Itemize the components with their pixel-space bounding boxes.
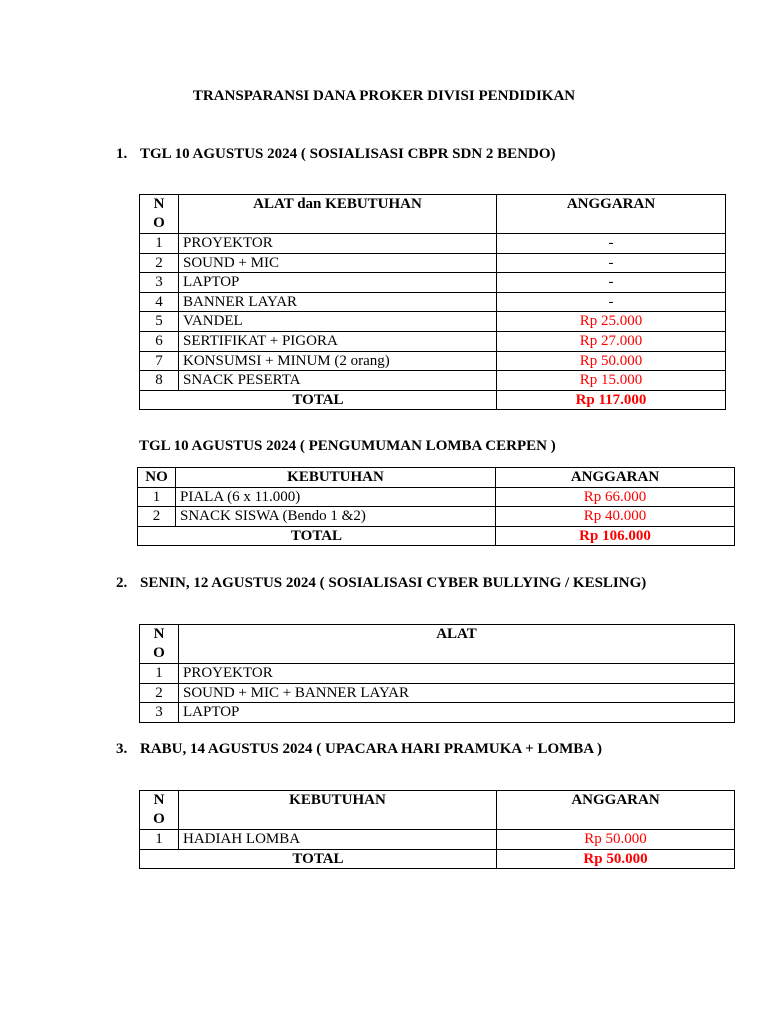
section-1-title: TGL 10 AGUSTUS 2024 ( SOSIALISASI CBPR SDN 2 BENDO) [140,146,556,162]
table-row [140,683,735,703]
table-row [140,312,726,332]
table-row [140,664,735,684]
row-number: 6 [140,331,179,351]
row-number: 7 [140,351,179,371]
section-1-number: 1. [116,146,128,162]
row-number: 8 [140,371,179,391]
no-header [140,625,179,664]
table-header-row [140,195,726,234]
item-header: ALAT dan KEBUTUHAN [179,195,497,234]
total-label: TOTAL [138,526,496,546]
row-amount: Rp 15.000 [497,371,726,391]
table-header-row [138,468,735,488]
table-header-row [140,791,735,830]
no-header-line1: N [153,626,165,642]
row-amount: Rp 66.000 [496,487,735,507]
no-header [140,791,179,830]
section-1b-heading: TGL 10 AGUSTUS 2024 ( PENGUMUMAN LOMBA CERPEN ) [139,438,556,454]
amount-header: ANGGARAN [497,195,726,234]
section-3-table [139,790,735,869]
table-row [140,292,726,312]
table-row [140,234,726,254]
table-row [140,351,726,371]
total-row [138,526,735,546]
no-header-line2: O [153,215,165,231]
row-number: 2 [138,507,176,527]
document-title: TRANSPARANSI DANA PROKER DIVISI PENDIDIKAN [192,88,576,104]
row-item: SERTIFIKAT + PIGORA [179,331,497,351]
row-number: 1 [138,487,176,507]
row-number: 1 [140,830,179,850]
row-number: 2 [140,683,179,703]
item-header: ALAT [179,625,735,664]
section-1-heading [116,146,556,163]
section-3-title: RABU, 14 AGUSTUS 2024 ( UPACARA HARI PRAMUKA + LOMBA ) [140,741,603,757]
row-item: PROYEKTOR [179,664,735,684]
no-header-line1: N [153,792,165,808]
section-2-title: SENIN, 12 AGUSTUS 2024 ( SOSIALISASI CYBER BULLYING / KESLING) [140,575,647,591]
section-2-table [139,624,735,723]
no-header-line1: N [153,196,165,212]
table-row [140,703,735,723]
row-amount: - [497,253,726,273]
row-amount: - [497,273,726,293]
table-row [138,507,735,527]
total-amount: Rp 50.000 [497,849,735,869]
total-amount: Rp 106.000 [496,526,735,546]
row-number: 2 [140,253,179,273]
section-3-number: 3. [116,741,128,757]
table-row [140,273,726,293]
total-label: TOTAL [140,390,497,410]
table-header-row [140,625,735,664]
table-row [140,253,726,273]
table-row [140,331,726,351]
row-item: SOUND + MIC + BANNER LAYAR [179,683,735,703]
row-number: 3 [140,703,179,723]
total-amount: Rp 117.000 [497,390,726,410]
table-row [138,487,735,507]
total-row [140,390,726,410]
row-amount: Rp 50.000 [497,830,735,850]
section-1b-table [137,467,735,546]
row-item: LAPTOP [179,703,735,723]
row-number: 1 [140,664,179,684]
row-amount: Rp 27.000 [497,331,726,351]
row-number: 3 [140,273,179,293]
section-3-heading [116,741,602,758]
section-2-number: 2. [116,575,128,591]
item-header: KEBUTUHAN [176,468,496,488]
row-number: 1 [140,234,179,254]
item-header: KEBUTUHAN [179,791,497,830]
section-2-heading [116,575,646,592]
row-number: 4 [140,292,179,312]
row-item: KONSUMSI + MINUM (2 orang) [179,351,497,371]
row-item: PIALA (6 x 11.000) [176,487,496,507]
no-header-line2: O [153,645,165,661]
no-header-line2: O [153,811,165,827]
row-amount: - [497,292,726,312]
row-item: PROYEKTOR [179,234,497,254]
amount-header: ANGGARAN [497,791,735,830]
row-item: VANDEL [179,312,497,332]
row-item: BANNER LAYAR [179,292,497,312]
table-row [140,371,726,391]
row-number: 5 [140,312,179,332]
section-1-table [139,194,726,410]
row-amount: Rp 40.000 [496,507,735,527]
total-row [140,849,735,869]
total-label: TOTAL [140,849,497,869]
table-row [140,830,735,850]
no-header [140,195,179,234]
row-item: HADIAH LOMBA [179,830,497,850]
row-amount: Rp 25.000 [497,312,726,332]
row-item: SNACK PESERTA [179,371,497,391]
row-item: SNACK SISWA (Bendo 1 &2) [176,507,496,527]
no-header: NO [138,468,176,488]
amount-header: ANGGARAN [496,468,735,488]
row-item: SOUND + MIC [179,253,497,273]
row-amount: Rp 50.000 [497,351,726,371]
row-item: LAPTOP [179,273,497,293]
row-amount: - [497,234,726,254]
